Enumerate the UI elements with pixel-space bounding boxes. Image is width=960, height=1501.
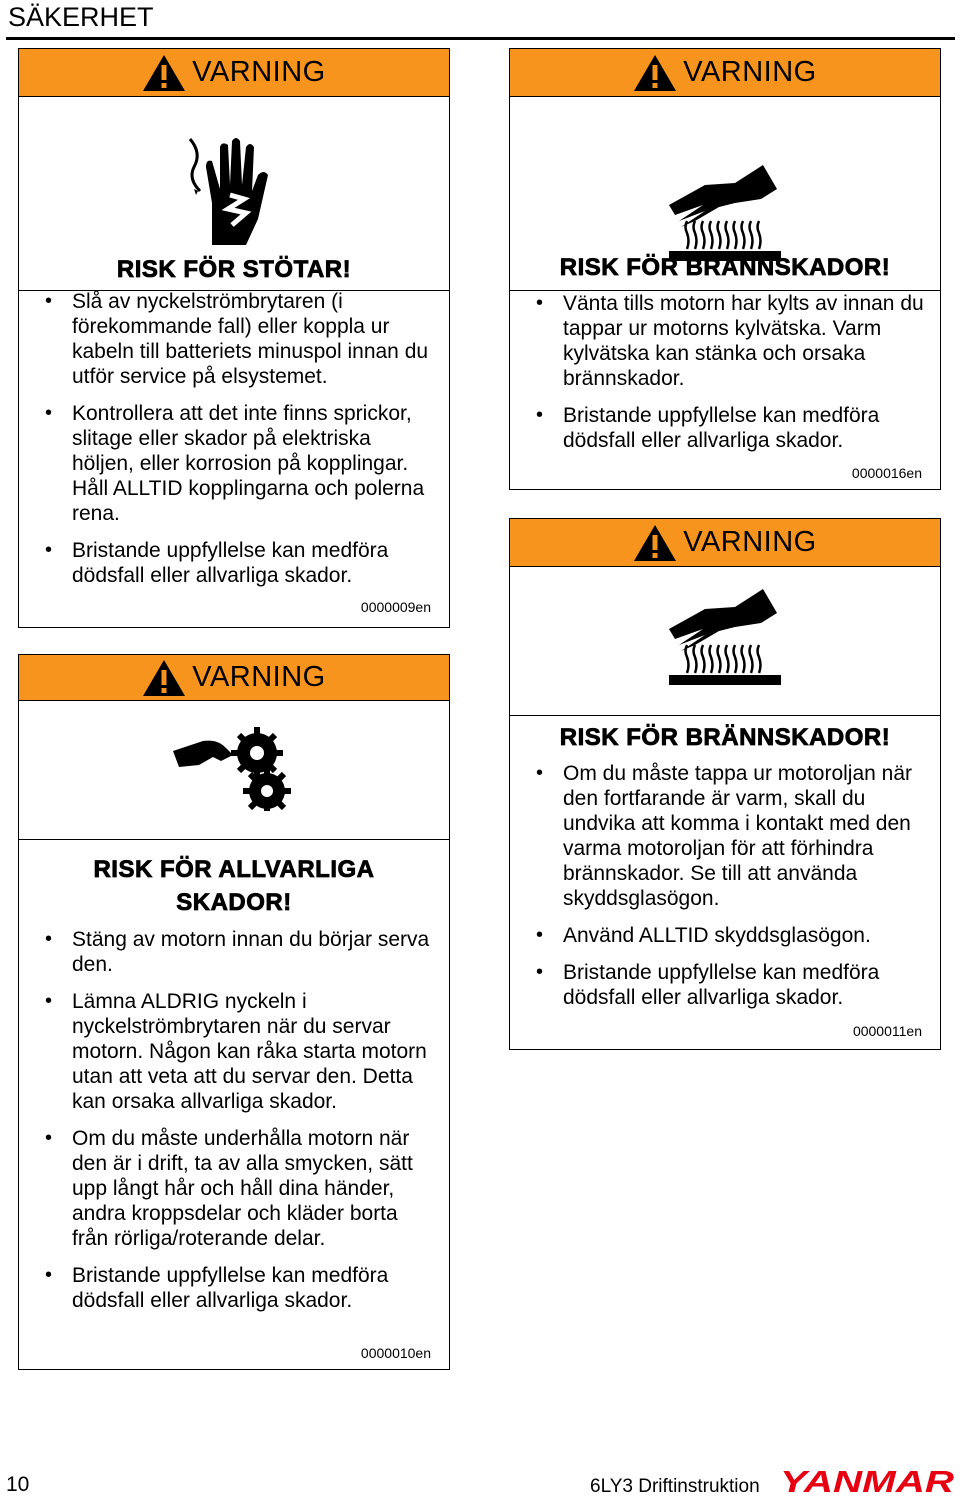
list-item: • Bristande uppfyllelse kan medföra dödsfall eller allvarliga skador. (19, 538, 449, 588)
pictogram-area (510, 567, 940, 716)
pictogram-area (19, 701, 449, 840)
risk-heading: RISK FÖR BRÄNNSKADOR! (559, 254, 891, 281)
risk-heading: RISK FÖR STÖTAR! (116, 256, 352, 283)
list-item: • Vänta tills motorn har kylts av innan du tappar ur motorns kylvätska. Varm kylvätska kan stänka och orsaka brännskador. (510, 291, 940, 391)
list-item: • Kontrollera att det inte finns sprickor, slitage eller skador på elektriska höljen, eller korrosion på kopplingar. Håll ALLTID kopplingarna och polerna rena. (19, 401, 449, 526)
risk-heading: RISK FÖR BRÄNNSKADOR! (559, 724, 891, 751)
electric-shock-hand-icon (184, 133, 284, 253)
document-title: 6LY3 Driftinstruktion (590, 1476, 760, 1497)
yanmar-logo (780, 1466, 956, 1501)
hot-surface-hand-icon (665, 163, 785, 263)
warning-triangle-icon (633, 524, 677, 562)
warning-header (19, 49, 449, 97)
title-rule (6, 37, 955, 40)
warning-list (19, 289, 449, 600)
warning-box-shock (18, 48, 450, 628)
warning-list (19, 927, 449, 1325)
risk-heading: RISK FÖR ALLVARLIGA SKADOR! (93, 856, 375, 916)
svg-text:YANMAR: YANMAR (780, 1466, 955, 1496)
hot-surface-hand-icon (665, 587, 785, 687)
label-code: 0000010en (360, 1345, 431, 1361)
section-title: SÄKERHET (8, 2, 154, 32)
list-item: • Om du måste underhålla motorn när den är i drift, ta av alla smycken, sätt upp långt hår och håll dina händer, andra kroppsdelar och kläder borta från rörliga/roterande delar. (19, 1126, 449, 1251)
warning-header (510, 519, 940, 567)
warning-list (510, 291, 940, 465)
label-code: 0000009en (360, 599, 431, 615)
signal-word: VARNING (192, 661, 326, 693)
list-item: • Lämna ALDRIG nyckeln i nyckelströmbrytaren när du servar motorn. Någon kan råka starta motorn utan att veta att du servar den. Detta kan orsaka allvarliga skador. (19, 989, 449, 1114)
signal-word: VARNING (683, 526, 817, 558)
warning-triangle-icon (142, 54, 186, 92)
warning-box-entanglement (18, 654, 450, 1370)
list-item: • Använd ALLTID skyddsglasögon. (510, 923, 940, 948)
list-item: • Om du måste tappa ur motoroljan när den fortfarande är varm, skall du undvika att komma i kontakt med den varma motoroljan för att förhindra brännskador. Se till att använda skyddsglasögon. (510, 761, 940, 911)
label-code: 0000016en (851, 465, 922, 481)
list-item: • Slå av nyckelströmbrytaren (i förekommande fall) eller koppla ur kabeln till batteriets minuspol innan du utför service på elsystemet. (19, 289, 449, 389)
warning-triangle-icon (142, 659, 186, 697)
warning-header (510, 49, 940, 97)
warning-box-burn-oil (509, 518, 941, 1050)
page-number: 10 (6, 1473, 30, 1496)
label-code: 0000011en (852, 1023, 922, 1039)
entanglement-gears-hand-icon (169, 727, 299, 811)
warning-header (19, 655, 449, 701)
warning-box-burn-coolant (509, 48, 941, 490)
signal-word: VARNING (683, 56, 817, 88)
list-item: • Bristande uppfyllelse kan medföra dödsfall eller allvarliga skador. (19, 1263, 449, 1313)
list-item: • Stäng av motorn innan du börjar serva den. (19, 927, 449, 977)
list-item: • Bristande uppfyllelse kan medföra dödsfall eller allvarliga skador. (510, 403, 940, 453)
list-item: • Bristande uppfyllelse kan medföra dödsfall eller allvarliga skador. (510, 960, 940, 1010)
signal-word: VARNING (192, 56, 326, 88)
warning-list (510, 761, 940, 1022)
warning-triangle-icon (633, 54, 677, 92)
